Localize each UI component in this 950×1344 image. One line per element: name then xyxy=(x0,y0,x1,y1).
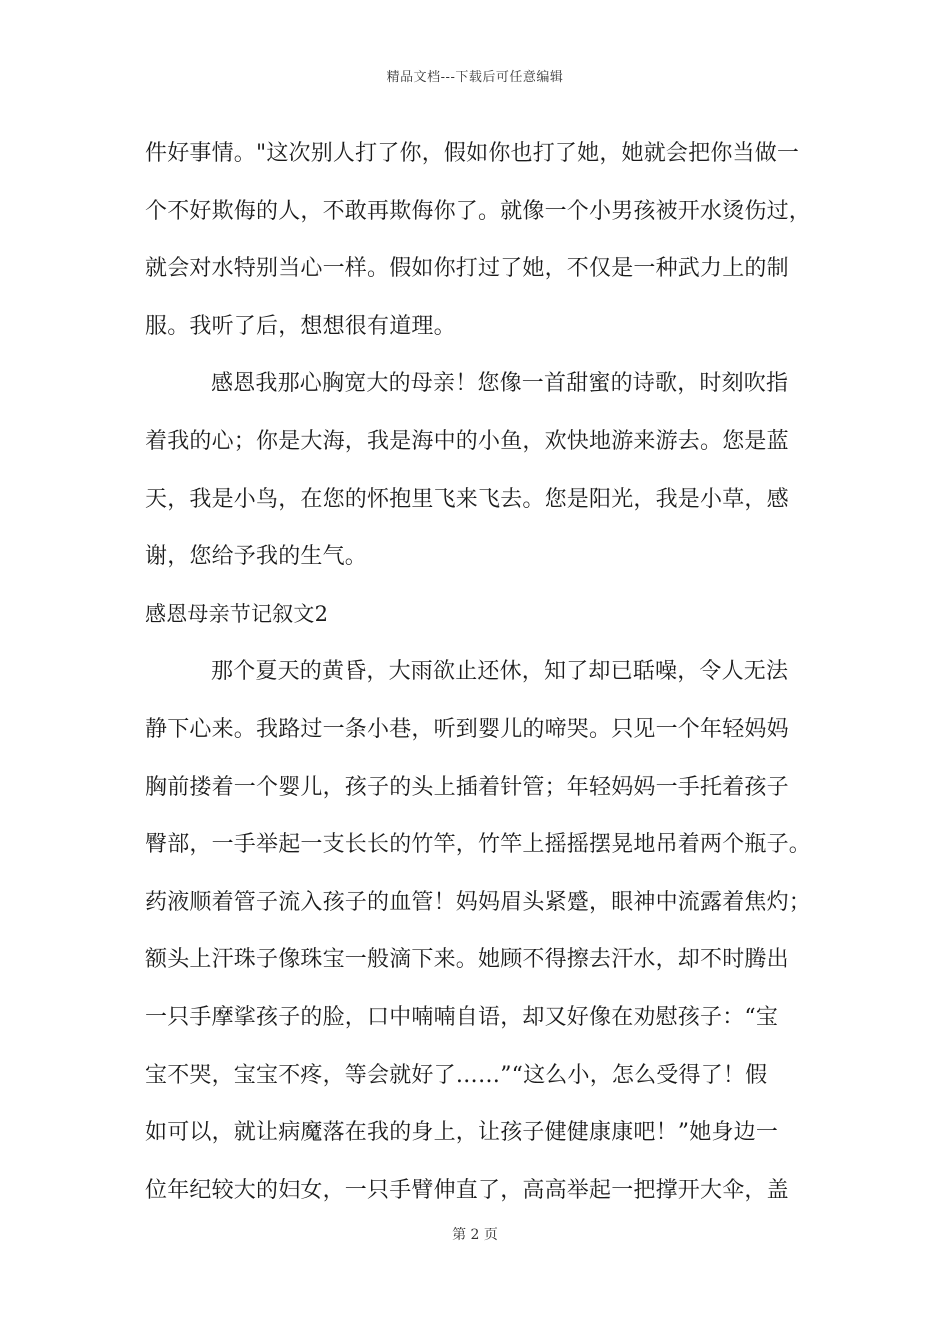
text-line: 件好事情。"这次别人打了你，假如你也打了她，她就会把你当做一 xyxy=(145,141,800,166)
text-line: 臀部，一手举起一支长长的竹竿，竹竿上摇摇摆晃地吊着两个瓶子。 xyxy=(145,832,812,858)
text-line: 额头上汗珠子像珠宝一般滴下来。她顾不得擦去汗水，却不时腾出 xyxy=(145,947,789,973)
text-line: 天，我是小鸟，在您的怀抱里飞来飞去。您是阳光，我是小草，感 xyxy=(145,486,789,512)
text-line: 个不好欺侮的人，不敢再欺侮你了。就像一个小男孩被开水烫伤过， xyxy=(145,198,812,224)
paragraph-first-line: 感恩我那心胸宽大的母亲！您像一首甜蜜的诗歌，时刻吹指 xyxy=(211,371,789,397)
text-line: 药液顺着管子流入孩子的血管！妈妈眉头紧蹙，眼神中流露着焦灼； xyxy=(145,889,812,915)
text-line: 谢，您给予我的生气。 xyxy=(145,544,368,570)
text-line: 宝不哭，宝宝不疼，等会就好了……”“这么小，怎么受得了！假 xyxy=(145,1062,768,1088)
text-line: 静下心来。我路过一条小巷，听到婴儿的啼哭。只见一个年轻妈妈 xyxy=(145,716,789,742)
text-line: 着我的心；你是大海，我是海中的小鱼，欢快地游来游去。您是蓝 xyxy=(145,428,789,454)
paragraph-first-line: 那个夏天的黄昏，大雨欲止还休，知了却已聒噪，令人无法 xyxy=(211,659,789,685)
text-line: 一只手摩挲孩子的脸，口中喃喃自语，却又好像在劝慰孩子：“宝 xyxy=(145,1004,779,1030)
text-line: 胸前搂着一个婴儿，孩子的头上插着针管；年轻妈妈一手托着孩子 xyxy=(145,774,789,800)
text-line: 位年纪较大的妇女，一只手臂伸直了，高高举起一把撑开大伞，盖 xyxy=(145,1177,789,1203)
text-line: 服。我听了后，想想很有道理。 xyxy=(145,313,456,339)
document-body xyxy=(145,125,825,1219)
page-header: 精品文档---下载后可任意编辑 xyxy=(386,70,564,85)
section-heading: 感恩母亲节记叙文2 xyxy=(145,601,329,626)
text-line: 如可以，就让病魔落在我的身上，让孩子健健康康吧！”她身边一 xyxy=(145,1120,779,1146)
page-number: 第 2 页 xyxy=(452,1227,498,1243)
text-line: 就会对水特别当心一样。假如你打过了她，不仅是一种武力上的制 xyxy=(145,256,789,282)
